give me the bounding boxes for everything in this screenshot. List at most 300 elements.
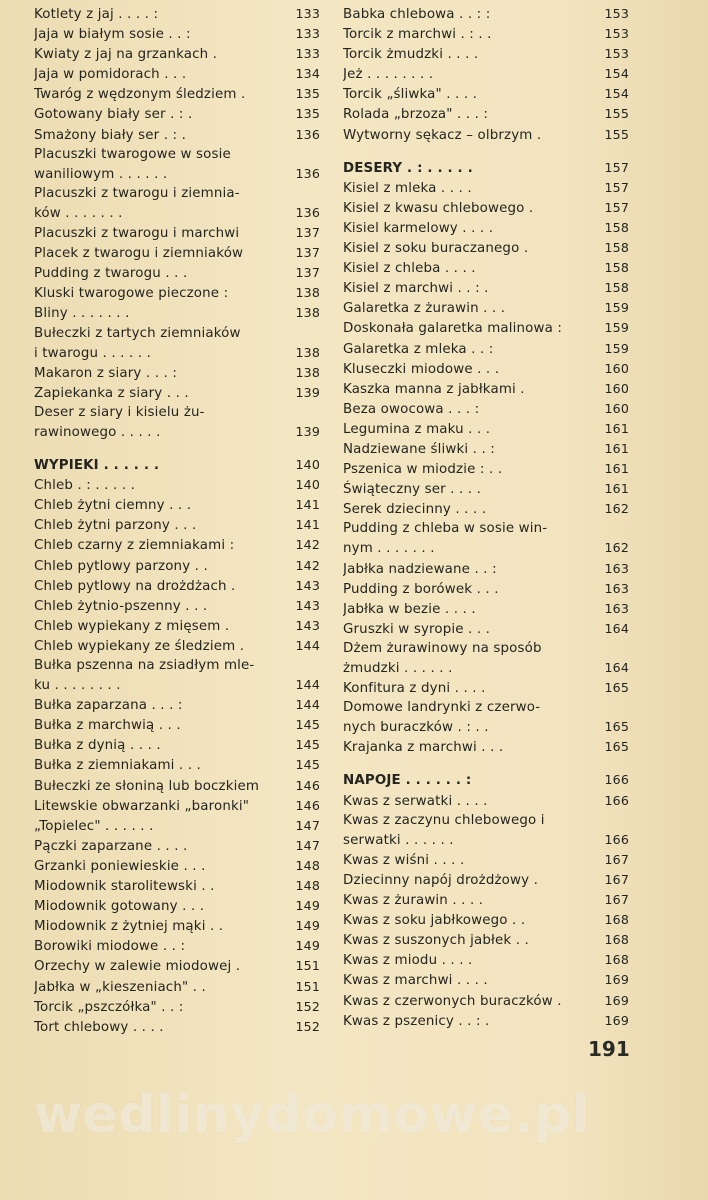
entry-page-number: 162 — [604, 501, 629, 517]
entry-page-number: 139 — [295, 423, 320, 439]
index-entry — [34, 263, 320, 283]
entry-title: serwatki . . . . . . — [343, 832, 454, 848]
entry-title: Orzechy w zalewie miodowej . — [34, 959, 241, 975]
index-entry — [343, 930, 629, 950]
index-entry — [34, 515, 320, 535]
index-entry — [343, 579, 629, 599]
entry-page-number: 169 — [604, 972, 629, 988]
index-entry — [34, 715, 320, 735]
entry-title: Kisiel karmelowy . . . . — [343, 220, 494, 236]
entry-page-number: 157 — [604, 179, 629, 195]
entry-page-number: 142 — [295, 537, 320, 553]
index-entry — [343, 24, 629, 44]
entry-page-number: 162 — [604, 540, 629, 556]
entry-title: żmudzki . . . . . . — [343, 661, 453, 676]
index-entry — [343, 890, 629, 910]
entry-title: Makaron z siary . . . : — [34, 365, 178, 381]
index-entry — [34, 343, 320, 363]
index-entry — [34, 64, 320, 84]
entry-title: Chleb wypiekany z mięsem . — [34, 618, 230, 634]
entry-title: Kisiel z mleka . . . . — [343, 180, 472, 196]
index-entry — [343, 791, 629, 811]
entry-title: WYPIEKI . . . . . . — [34, 458, 160, 474]
index-entry — [343, 64, 629, 84]
page-number: 191 — [588, 1037, 630, 1061]
entry-title: Borowiki miodowe . . : — [34, 939, 186, 955]
entry-title: Pudding z twarogu . . . — [34, 266, 188, 282]
entry-page-number: 158 — [604, 240, 629, 256]
section-gap — [34, 442, 320, 455]
entry-page-number: 135 — [295, 86, 320, 102]
entry-page-number: 141 — [295, 497, 320, 513]
index-entry — [34, 695, 320, 715]
index-entry — [34, 896, 320, 916]
entry-page-number: 168 — [604, 952, 629, 968]
index-entry — [34, 243, 320, 263]
index-entry — [343, 559, 629, 579]
entry-page-number: 148 — [295, 878, 320, 894]
index-entry — [34, 475, 320, 495]
entry-page-number: 161 — [604, 420, 629, 436]
index-entry — [343, 178, 629, 198]
entry-page-number: 145 — [295, 717, 320, 733]
entry-page-number: 163 — [604, 600, 629, 616]
index-entry — [34, 816, 320, 836]
entry-page-number: 167 — [604, 871, 629, 887]
entry-page-number: 145 — [295, 757, 320, 773]
entry-title: Kwas z serwatki . . . . — [343, 793, 488, 809]
entry-title: Torcik żmudzki . . . . — [343, 47, 479, 63]
index-entry — [34, 203, 320, 223]
entry-page-number: 161 — [604, 481, 629, 497]
index-entry — [34, 796, 320, 816]
entry-title: Litewskie obwarzanki „baronki" — [34, 798, 250, 814]
entry-page-number: 161 — [604, 461, 629, 477]
index-entry — [34, 977, 320, 997]
index-entry — [343, 125, 629, 145]
entry-title: Pszenica w miodzie : . . — [343, 462, 503, 478]
entry-page-number: 144 — [295, 677, 320, 693]
index-entry — [343, 104, 629, 124]
entry-page-number: 157 — [604, 199, 629, 215]
entry-page-number: 140 — [295, 457, 320, 473]
index-entry — [34, 776, 320, 796]
entry-page-number: 138 — [295, 344, 320, 360]
index-entry — [34, 656, 320, 675]
entry-title: Twaróg z wędzonym śledziem . — [34, 87, 246, 103]
entry-title: Kwas z suszonych jabłek . . — [343, 933, 529, 949]
index-entry — [343, 278, 629, 298]
entry-page-number: 155 — [604, 106, 629, 122]
entry-title: Kotlety z jaj . . . . : — [34, 7, 159, 22]
section-gap — [343, 145, 629, 158]
entry-title: Kwas z wiśni . . . . — [343, 852, 465, 868]
entry-page-number: 157 — [604, 159, 629, 175]
entry-page-number: 166 — [604, 831, 629, 847]
index-entry — [34, 283, 320, 303]
entry-title: i twarogu . . . . . . — [34, 345, 152, 361]
entry-title: Bułeczki z tartych ziemniaków — [34, 325, 241, 341]
entry-title: Placuszki twarogowe w sosie — [34, 146, 231, 162]
index-entry — [34, 735, 320, 755]
entry-page-number: 154 — [604, 66, 629, 82]
entry-title: Kwas z zaczynu chlebowego i — [343, 812, 545, 828]
index-entry — [34, 44, 320, 64]
entry-title: Galaretka z żurawin . . . — [343, 301, 506, 317]
index-entry — [343, 238, 629, 258]
entry-title: Smażony biały ser . : . — [34, 127, 187, 143]
index-entry — [343, 84, 629, 104]
entry-page-number: 169 — [604, 1012, 629, 1028]
entry-page-number: 136 — [295, 204, 320, 220]
index-entry — [34, 4, 320, 24]
index-entry — [34, 596, 320, 616]
entry-title: Kwiaty z jaj na grzankach . — [34, 47, 218, 63]
entry-title: Jaja w pomidorach . . . — [34, 67, 187, 83]
entry-title: Galaretka z mleka . . : — [343, 341, 494, 357]
entry-title: Placuszki z twarogu i marchwi — [34, 226, 240, 242]
index-entry — [34, 164, 320, 184]
section-heading — [343, 770, 629, 790]
index-entry — [343, 658, 629, 678]
entry-title: nym . . . . . . . — [343, 541, 435, 557]
entry-page-number: 152 — [295, 1018, 320, 1034]
index-entry — [34, 1017, 320, 1037]
index-entry — [343, 379, 629, 399]
entry-page-number: 160 — [604, 400, 629, 416]
entry-page-number: 142 — [295, 557, 320, 573]
entry-page-number: 137 — [295, 225, 320, 241]
entry-title: Doskonała galaretka malinowa : — [343, 321, 563, 337]
index-entry — [343, 439, 629, 459]
entry-page-number: 148 — [295, 857, 320, 873]
entry-page-number: 166 — [604, 792, 629, 808]
entry-title: Kwas z żurawin . . . . — [343, 893, 484, 909]
entry-title: Zapiekanka z siary . . . — [34, 385, 189, 401]
index-entry — [343, 218, 629, 238]
entry-title: Świąteczny ser . . . . — [343, 482, 481, 498]
entry-page-number: 154 — [604, 86, 629, 102]
index-column-left — [34, 4, 320, 1037]
entry-title: Pudding z borówek . . . — [343, 581, 499, 597]
entry-title: Rolada „brzoza" . . . : — [343, 107, 489, 123]
entry-page-number: 159 — [604, 320, 629, 336]
index-entry — [34, 383, 320, 403]
entry-title: Babka chlebowa . . : : — [343, 7, 491, 22]
entry-page-number: 149 — [295, 898, 320, 914]
entry-title: Placuszki z twarogu i ziemnia- — [34, 185, 240, 201]
index-entry — [343, 717, 629, 737]
entry-page-number: 136 — [295, 126, 320, 142]
entry-title: Kisiel z soku buraczanego . — [343, 241, 529, 257]
index-entry — [343, 419, 629, 439]
entry-title: Bułka zaparzana . . . : — [34, 698, 183, 714]
entry-title: Chleb wypiekany ze śledziem . — [34, 638, 245, 654]
entry-title: Jaja w białym sosie . . : — [34, 27, 191, 43]
entry-page-number: 164 — [604, 620, 629, 636]
index-entry — [34, 422, 320, 442]
index-entry — [343, 258, 629, 278]
entry-title: waniliowym . . . . . . — [34, 166, 168, 182]
index-entry — [343, 1011, 629, 1031]
entry-page-number: 135 — [295, 106, 320, 122]
entry-title: Bułka z dynią . . . . — [34, 738, 161, 754]
entry-page-number: 133 — [295, 6, 320, 21]
entry-page-number: 134 — [295, 66, 320, 82]
entry-title: Kisiel z kwasu chlebowego . — [343, 200, 534, 216]
entry-title: Kisiel z marchwi . . : . — [343, 281, 489, 297]
entry-title: Domowe landrynki z czerwo- — [343, 700, 541, 716]
entry-page-number: 143 — [295, 597, 320, 613]
entry-page-number: 168 — [604, 912, 629, 928]
entry-page-number: 144 — [295, 637, 320, 653]
entry-title: Wytworny sękacz – olbrzym . — [343, 127, 542, 143]
entry-title: Bliny . . . . . . . — [34, 306, 130, 322]
entry-page-number: 168 — [604, 932, 629, 948]
index-entry — [34, 836, 320, 856]
entry-title: Kwas z soku jabłkowego . . — [343, 913, 526, 929]
entry-title: rawinowego . . . . . — [34, 424, 161, 440]
entry-page-number: 167 — [604, 892, 629, 908]
entry-title: Torcik „śliwka" . . . . — [343, 87, 478, 103]
index-entry — [34, 324, 320, 343]
entry-title: Kwas z czerwonych buraczków . — [343, 993, 562, 1009]
index-entry — [343, 950, 629, 970]
index-entry — [343, 479, 629, 499]
index-entry — [34, 636, 320, 656]
index-entry — [343, 399, 629, 419]
entry-page-number: 160 — [604, 380, 629, 396]
entry-page-number: 151 — [295, 958, 320, 974]
entry-page-number: 167 — [604, 851, 629, 867]
index-entry — [34, 916, 320, 936]
index-entry — [343, 737, 629, 757]
entry-page-number: 140 — [295, 477, 320, 493]
entry-title: Kwas z marchwi . . . . — [343, 973, 488, 989]
index-entry — [343, 811, 629, 830]
index-entry — [343, 4, 629, 24]
entry-page-number: 158 — [604, 260, 629, 276]
entry-page-number: 144 — [295, 697, 320, 713]
index-entry — [34, 535, 320, 555]
entry-page-number: 145 — [295, 737, 320, 753]
index-entry — [34, 956, 320, 976]
entry-page-number: 165 — [604, 739, 629, 755]
index-entry — [34, 223, 320, 243]
entry-title: Gotowany biały ser . : . — [34, 107, 193, 123]
entry-title: NAPOJE . . . . . . : — [343, 773, 472, 789]
index-entry — [34, 616, 320, 636]
index-entry — [34, 755, 320, 775]
entry-title: Bułka z ziemniakami . . . — [34, 758, 201, 774]
index-entry — [34, 184, 320, 203]
entry-page-number: 166 — [604, 772, 629, 788]
entry-title: DESERY . : . . . . . — [343, 160, 473, 176]
entry-title: Bułka pszenna na zsiadłym mle- — [34, 658, 255, 673]
entry-title: Chleb pytlowy parzony . . — [34, 558, 208, 574]
entry-page-number: 138 — [295, 364, 320, 380]
entry-page-number: 149 — [295, 918, 320, 934]
entry-page-number: 136 — [295, 165, 320, 181]
index-column-right — [343, 4, 629, 1031]
entry-title: Miodownik z żytniej mąki . . — [34, 919, 224, 935]
index-entry — [34, 675, 320, 695]
entry-page-number: 153 — [604, 6, 629, 21]
entry-page-number: 143 — [295, 577, 320, 593]
entry-title: Miodownik gotowany . . . — [34, 899, 205, 915]
entry-title: Kaszka manna z jabłkami . — [343, 381, 525, 397]
entry-title: Kluski twarogowe pieczone : — [34, 286, 229, 302]
index-entry — [343, 991, 629, 1011]
entry-title: nych buraczków . : . . — [343, 720, 489, 736]
entry-title: ków . . . . . . . — [34, 205, 123, 221]
index-entry — [343, 678, 629, 698]
index-entry — [34, 24, 320, 44]
entry-page-number: 137 — [295, 265, 320, 281]
entry-page-number: 159 — [604, 300, 629, 316]
index-entry — [34, 856, 320, 876]
entry-page-number: 138 — [295, 305, 320, 321]
entry-title: Dziecinny napój drożdżowy . — [343, 872, 538, 888]
entry-title: Legumina z maku . . . — [343, 421, 491, 437]
entry-title: Chleb żytni parzony . . . — [34, 518, 197, 534]
index-entry — [343, 359, 629, 379]
entry-page-number: 139 — [295, 384, 320, 400]
index-entry — [343, 318, 629, 338]
entry-page-number: 147 — [295, 837, 320, 853]
entry-title: Pączki zaparzane . . . . — [34, 838, 188, 854]
index-entry — [343, 870, 629, 890]
entry-page-number: 163 — [604, 580, 629, 596]
index-entry — [343, 499, 629, 519]
index-entry — [343, 538, 629, 558]
entry-page-number: 138 — [295, 285, 320, 301]
entry-page-number: 141 — [295, 517, 320, 533]
index-entry — [34, 84, 320, 104]
entry-page-number: 160 — [604, 360, 629, 376]
index-entry — [343, 830, 629, 850]
entry-title: Chleb żytnio-pszenny . . . — [34, 598, 208, 614]
section-heading — [343, 158, 629, 178]
entry-title: Kwas z pszenicy . . : . — [343, 1013, 490, 1029]
index-entry — [34, 997, 320, 1017]
section-heading — [34, 455, 320, 475]
entry-page-number: 165 — [604, 719, 629, 735]
watermark-text: wedlinydomowe.pl — [34, 1085, 591, 1145]
index-entry — [343, 619, 629, 639]
entry-title: Jeż . . . . . . . . — [343, 67, 434, 83]
entry-page-number: 133 — [295, 46, 320, 62]
entry-title: Gruszki w syropie . . . — [343, 621, 491, 637]
entry-title: Jabłka w bezie . . . . — [343, 601, 476, 617]
entry-title: Dżem żurawinowy na sposób — [343, 640, 542, 656]
entry-title: Konfitura z dyni . . . . — [343, 681, 486, 697]
index-entry — [343, 459, 629, 479]
entry-page-number: 163 — [604, 560, 629, 576]
entry-page-number: 155 — [604, 126, 629, 142]
index-entry — [343, 519, 629, 538]
index-entry — [343, 298, 629, 318]
entry-title: Kwas z miodu . . . . — [343, 953, 473, 969]
entry-page-number: 151 — [295, 978, 320, 994]
index-entry — [34, 576, 320, 596]
entry-title: Deser z siary i kisielu żu- — [34, 404, 205, 420]
entry-page-number: 159 — [604, 340, 629, 356]
entry-title: Chleb . : . . . . . — [34, 478, 135, 494]
index-entry — [34, 104, 320, 124]
index-entry — [343, 339, 629, 359]
entry-title: Nadziewane śliwki . . : — [343, 441, 495, 457]
entry-title: Pudding z chleba w sosie win- — [343, 521, 548, 537]
entry-page-number: 137 — [295, 245, 320, 261]
index-entry — [34, 495, 320, 515]
entry-page-number: 146 — [295, 797, 320, 813]
entry-page-number: 164 — [604, 660, 629, 675]
entry-page-number: 158 — [604, 219, 629, 235]
index-entry — [34, 556, 320, 576]
entry-title: Serek dziecinny . . . . — [343, 502, 487, 518]
entry-page-number: 149 — [295, 938, 320, 954]
entry-title: Bułeczki ze słoniną lub boczkiem — [34, 778, 260, 794]
entry-title: „Topielec" . . . . . . — [34, 818, 154, 834]
entry-page-number: 161 — [604, 440, 629, 456]
entry-title: Beza owocowa . . . : — [343, 401, 480, 417]
entry-title: Chleb czarny z ziemniakami : — [34, 538, 235, 554]
entry-page-number: 146 — [295, 777, 320, 793]
entry-page-number: 153 — [604, 26, 629, 42]
entry-title: Kluseczki miodowe . . . — [343, 361, 500, 377]
index-entry — [34, 303, 320, 323]
entry-title: Torcik „pszczółka" . . : — [34, 999, 184, 1015]
index-entry — [34, 125, 320, 145]
index-entry — [343, 639, 629, 658]
entry-title: Torcik z marchwi . : . . — [343, 27, 492, 43]
entry-title: Jabłka w „kieszeniach" . . — [34, 979, 206, 995]
entry-page-number: 153 — [604, 46, 629, 62]
index-entry — [34, 876, 320, 896]
index-entry — [34, 145, 320, 164]
entry-title: Krajanka z marchwi . . . — [343, 740, 504, 756]
entry-title: Chleb żytni ciemny . . . — [34, 498, 192, 514]
entry-title: ku . . . . . . . . — [34, 678, 121, 694]
entry-page-number: 152 — [295, 998, 320, 1014]
entry-page-number: 158 — [604, 280, 629, 296]
entry-page-number: 169 — [604, 992, 629, 1008]
index-entry — [34, 363, 320, 383]
section-gap — [343, 757, 629, 770]
index-entry — [343, 910, 629, 930]
entry-title: Jabłka nadziewane . . : — [343, 561, 497, 577]
index-entry — [343, 198, 629, 218]
index-entry — [343, 698, 629, 717]
entry-page-number: 165 — [604, 680, 629, 696]
entry-title: Bułka z marchwią . . . — [34, 718, 181, 734]
index-entry — [34, 403, 320, 422]
entry-page-number: 147 — [295, 817, 320, 833]
entry-title: Grzanki poniewieskie . . . — [34, 858, 206, 874]
entry-page-number: 133 — [295, 26, 320, 42]
entry-title: Tort chlebowy . . . . — [34, 1019, 164, 1035]
index-entry — [343, 599, 629, 619]
entry-title: Miodownik starolitewski . . — [34, 879, 215, 895]
entry-title: Placek z twarogu i ziemniaków — [34, 246, 244, 262]
entry-page-number: 143 — [295, 617, 320, 633]
entry-title: Kisiel z chleba . . . . — [343, 261, 476, 277]
index-entry — [34, 936, 320, 956]
index-entry — [343, 44, 629, 64]
index-entry — [343, 850, 629, 870]
index-entry — [343, 970, 629, 990]
